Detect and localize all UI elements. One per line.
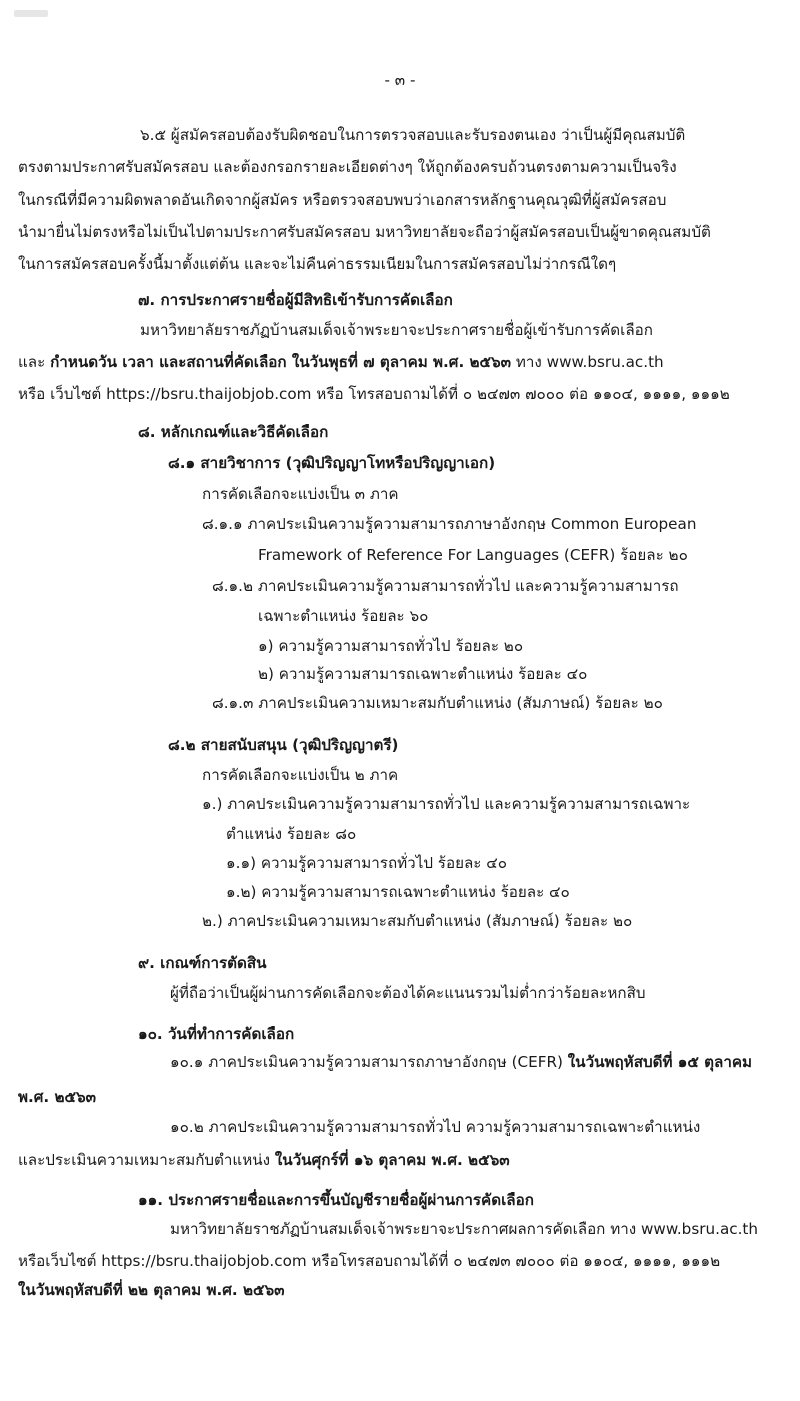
- s8-1-2-item-2: ๒) ความรู้ความสามารถเฉพาะตำแหน่ง ร้อยละ ๔๐: [258, 665, 588, 683]
- s11-heading: ๑๑. ประกาศรายชื่อและการขึ้นบัญชีรายชื่อผู้ผ่านการคัดเลือก: [138, 1191, 534, 1209]
- s8-1-1-line-1: ๘.๑.๑ ภาคประเมินความรู้ความสามารถภาษาอังกฤษ Common European: [202, 515, 697, 533]
- s8-1-2-line-1: ๘.๑.๒ ภาคประเมินความรู้ความสามารถทั่วไป และความรู้ความสามารถ: [212, 577, 679, 595]
- s6-5-line-1: ๖.๕ ผู้สมัครสอบต้องรับผิดชอบในการตรวจสอบและรับรองตนเอง ว่าเป็นผู้มีคุณสมบัติ: [140, 126, 686, 144]
- s11-line-3: ในวันพฤหัสบดีที่ ๒๒ ตุลาคม พ.ศ. ๒๕๖๓: [18, 1281, 285, 1299]
- s10-1-line-1: ๑๐.๑ ภาคประเมินความรู้ความสามารถภาษาอังกฤษ (CEFR) ในวันพฤหัสบดีที่ ๑๕ ตุลาคม: [170, 1053, 753, 1071]
- s6-5-line-2: ตรงตามประกาศรับสมัครสอบ และต้องกรอกรายละเอียดต่างๆ ให้ถูกต้องครบถ้วนตรงตามความเป็นจริง: [18, 158, 677, 176]
- s6-5-line-5: ในการสมัครสอบครั้งนี้มาตั้งแต่ต้น และจะไม่คืนค่าธรรมเนียมในการสมัครสอบไม่ว่ากรณีใดๆ: [18, 255, 617, 273]
- s8-2-1-line-2: ตำแหน่ง ร้อยละ ๘๐: [226, 825, 357, 843]
- s8-1-2-item-1: ๑) ความรู้ความสามารถทั่วไป ร้อยละ ๒๐: [258, 637, 524, 655]
- s8-2-2: ๒.) ภาคประเมินความเหมาะสมกับตำแหน่ง (สัมภาษณ์) ร้อยละ ๒๐: [202, 912, 633, 930]
- s8-1-3: ๘.๑.๓ ภาคประเมินความเหมาะสมกับตำแหน่ง (สัมภาษณ์) ร้อยละ ๒๐: [212, 694, 663, 712]
- s10-2-line-2: และประเมินความเหมาะสมกับตำแหน่ง ในวันศุกร์ที่ ๑๖ ตุลาคม พ.ศ. ๒๕๖๓: [18, 1151, 510, 1169]
- s6-5-line-4: นำมายื่นไม่ตรงหรือไม่เป็นไปตามประกาศรับสมัครสอบ มหาวิทยาลัยจะถือว่าผู้สมัครสอบเป็นผู้ขาดคุณสมบัติ: [18, 223, 711, 241]
- s8-2-1-item-2: ๑.๒) ความรู้ความสามารถเฉพาะตำแหน่ง ร้อยละ ๔๐: [226, 883, 570, 901]
- s10-heading: ๑๐. วันที่ทำการคัดเลือก: [138, 1025, 295, 1043]
- s8-1-intro: การคัดเลือกจะแบ่งเป็น ๓ ภาค: [202, 485, 399, 503]
- s8-2-intro: การคัดเลือกจะแบ่งเป็น ๒ ภาค: [202, 766, 399, 784]
- s8-2-1-line-1: ๑.) ภาคประเมินความรู้ความสามารถทั่วไป และความรู้ความสามารถเฉพาะ: [202, 795, 691, 813]
- s8-2-heading: ๘.๒ สายสนับสนุน (วุฒิปริญญาตรี): [168, 736, 399, 754]
- s11-line-2: หรือเว็บไซต์ https://bsru.thaijobjob.com หรือโทรสอบถามได้ที่ ๐ ๒๔๗๓ ๗๐๐๐ ต่อ ๑๑๐๔, ๑๑๑๑, ๑๑๑๒: [18, 1252, 721, 1270]
- s7-heading: ๗. การประกาศรายชื่อผู้มีสิทธิเข้ารับการคัดเลือก: [138, 291, 453, 309]
- s9-heading: ๙. เกณฑ์การตัดสิน: [138, 954, 267, 972]
- s8-heading: ๘. หลักเกณฑ์และวิธีคัดเลือก: [138, 423, 329, 441]
- page-number: - ๓ -: [384, 71, 416, 89]
- s7-line-3: หรือ เว็บไซต์ https://bsru.thaijobjob.com หรือ โทรสอบถามได้ที่ ๐ ๒๔๗๓ ๗๐๐๐ ต่อ ๑๑๐๔, ๑๑๑๑, ๑๑๑๒: [18, 385, 730, 403]
- s9-body: ผู้ที่ถือว่าเป็นผู้ผ่านการคัดเลือกจะต้องได้คะแนนรวมไม่ต่ำกว่าร้อยละหกสิบ: [170, 984, 646, 1002]
- s10-2-line-1: ๑๐.๒ ภาคประเมินความรู้ความสามารถทั่วไป ความรู้ความสามารถเฉพาะตำแหน่ง: [170, 1118, 701, 1136]
- s8-1-2-line-2: เฉพาะตำแหน่ง ร้อยละ ๖๐: [258, 607, 429, 625]
- s6-5-line-3: ในกรณีที่มีความผิดพลาดอันเกิดจากผู้สมัคร หรือตรวจสอบพบว่าเอกสารหลักฐานคุณวุฒิที่ผู้สมัครสอบ: [18, 191, 667, 209]
- s7-line-2: และ กำหนดวัน เวลา และสถานที่คัดเลือก ในวันพุธที่ ๗ ตุลาคม พ.ศ. ๒๕๖๓ ทาง www.bsru.ac.th: [18, 353, 664, 371]
- s10-1-line-2: พ.ศ. ๒๕๖๓: [18, 1088, 97, 1106]
- s8-1-1-line-2: Framework of Reference For Languages (CEFR) ร้อยละ ๒๐: [258, 546, 688, 564]
- s7-line-1: มหาวิทยาลัยราชภัฏบ้านสมเด็จเจ้าพระยาจะประกาศรายชื่อผู้เข้ารับการคัดเลือก: [140, 321, 653, 339]
- s8-1-heading: ๘.๑ สายวิชาการ (วุฒิปริญญาโทหรือปริญญาเอก): [168, 454, 496, 472]
- s8-2-1-item-1: ๑.๑) ความรู้ความสามารถทั่วไป ร้อยละ ๔๐: [226, 854, 508, 872]
- s11-line-1: มหาวิทยาลัยราชภัฏบ้านสมเด็จเจ้าพระยาจะประกาศผลการคัดเลือก ทาง www.bsru.ac.th: [170, 1220, 759, 1238]
- scan-artifact: [14, 10, 48, 17]
